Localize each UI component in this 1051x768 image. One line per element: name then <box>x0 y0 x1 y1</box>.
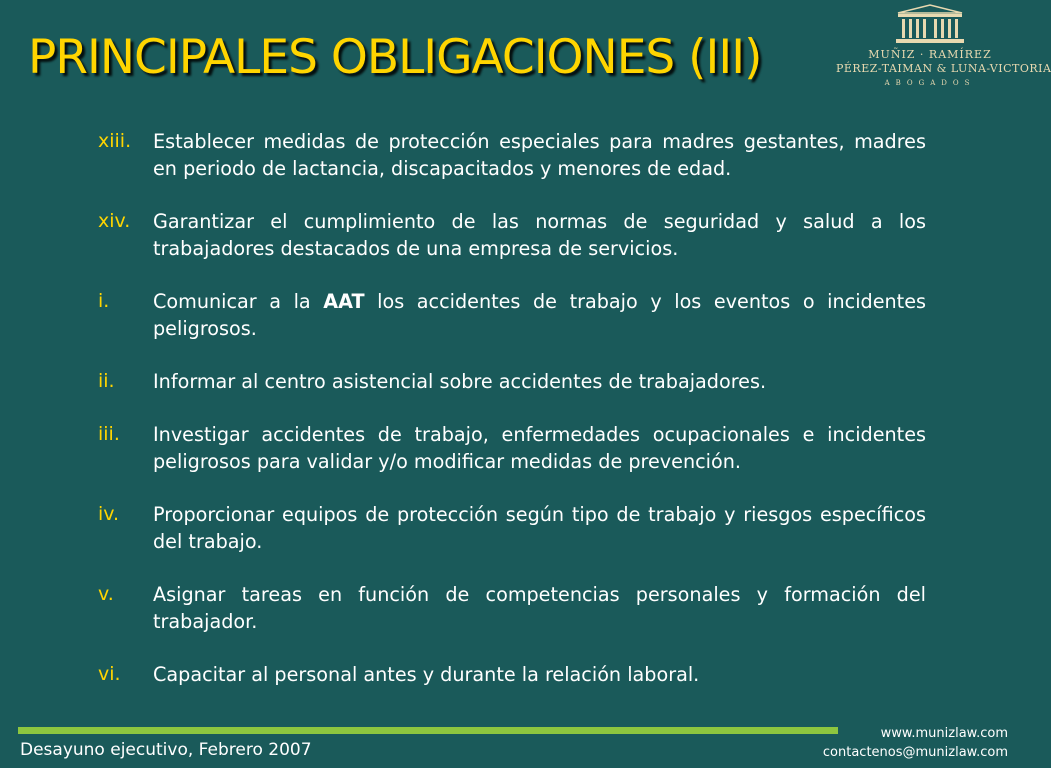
item-text: Investigar accidentes de trabajo, enfermedades ocupacionales e incidentes peligrosos para validar y/o modificar medidas de prevención. <box>153 423 926 473</box>
item-numeral: v. <box>98 583 114 605</box>
footer-event-label: Desayuno ejecutivo, Febrero 2007 <box>20 740 312 760</box>
list-item <box>98 421 926 475</box>
footer-contact <box>823 724 1008 762</box>
item-numeral: iv. <box>98 503 120 525</box>
logo-line-1: MUÑIZ · RAMÍREZ <box>868 48 992 61</box>
obligations-list <box>98 128 926 714</box>
list-item <box>98 128 926 182</box>
firm-logo <box>836 4 1051 92</box>
item-numeral: xiii. <box>98 130 132 152</box>
footer-divider-bar <box>18 727 838 734</box>
building-columns-icon <box>894 4 966 44</box>
item-text: Proporcionar equipos de protección según tipo de trabajo y riesgos específicos del trabajo. <box>153 503 926 553</box>
item-numeral: i. <box>98 290 110 312</box>
item-text: Informar al centro asistencial sobre accidentes de trabajadores. <box>153 370 767 393</box>
item-numeral: iii. <box>98 423 120 445</box>
logo-line-2: PÉREZ-TAIMAN & LUNA-VICTORIA <box>836 62 1051 75</box>
list-item <box>98 368 926 395</box>
item-text-after: los accidentes de trabajo y los eventos o incidentes peligrosos. <box>153 290 926 340</box>
logo-line-3: ABOGADOS <box>884 79 976 87</box>
list-item <box>98 208 926 262</box>
item-text: Asignar tareas en función de competencias personales y formación del trabajador. <box>153 583 926 633</box>
item-text: Capacitar al personal antes y durante la relación laboral. <box>153 663 700 686</box>
list-item <box>98 501 926 555</box>
item-numeral: ii. <box>98 370 115 392</box>
item-text: Establecer medidas de protección especiales para madres gestantes, madres en periodo de lactancia, discapacitados y menores de edad. <box>153 130 926 180</box>
item-text-before: Comunicar a la <box>153 290 324 313</box>
email-link[interactable]: contactenos@munizlaw.com <box>822 745 1008 760</box>
item-text <box>153 288 926 342</box>
slide-title: PRINCIPALES OBLIGACIONES (III) <box>28 30 762 85</box>
website-link[interactable]: www.munizlaw.com <box>880 726 1008 741</box>
list-item <box>98 288 926 342</box>
list-item <box>98 661 926 688</box>
item-text: Garantizar el cumplimiento de las normas de seguridad y salud a los trabajadores destacados de una empresa de servicios. <box>153 210 926 260</box>
aat-abbreviation: AAT <box>323 290 365 313</box>
item-numeral: vi. <box>98 663 121 685</box>
list-item <box>98 581 926 635</box>
item-numeral: xiv. <box>98 210 131 232</box>
